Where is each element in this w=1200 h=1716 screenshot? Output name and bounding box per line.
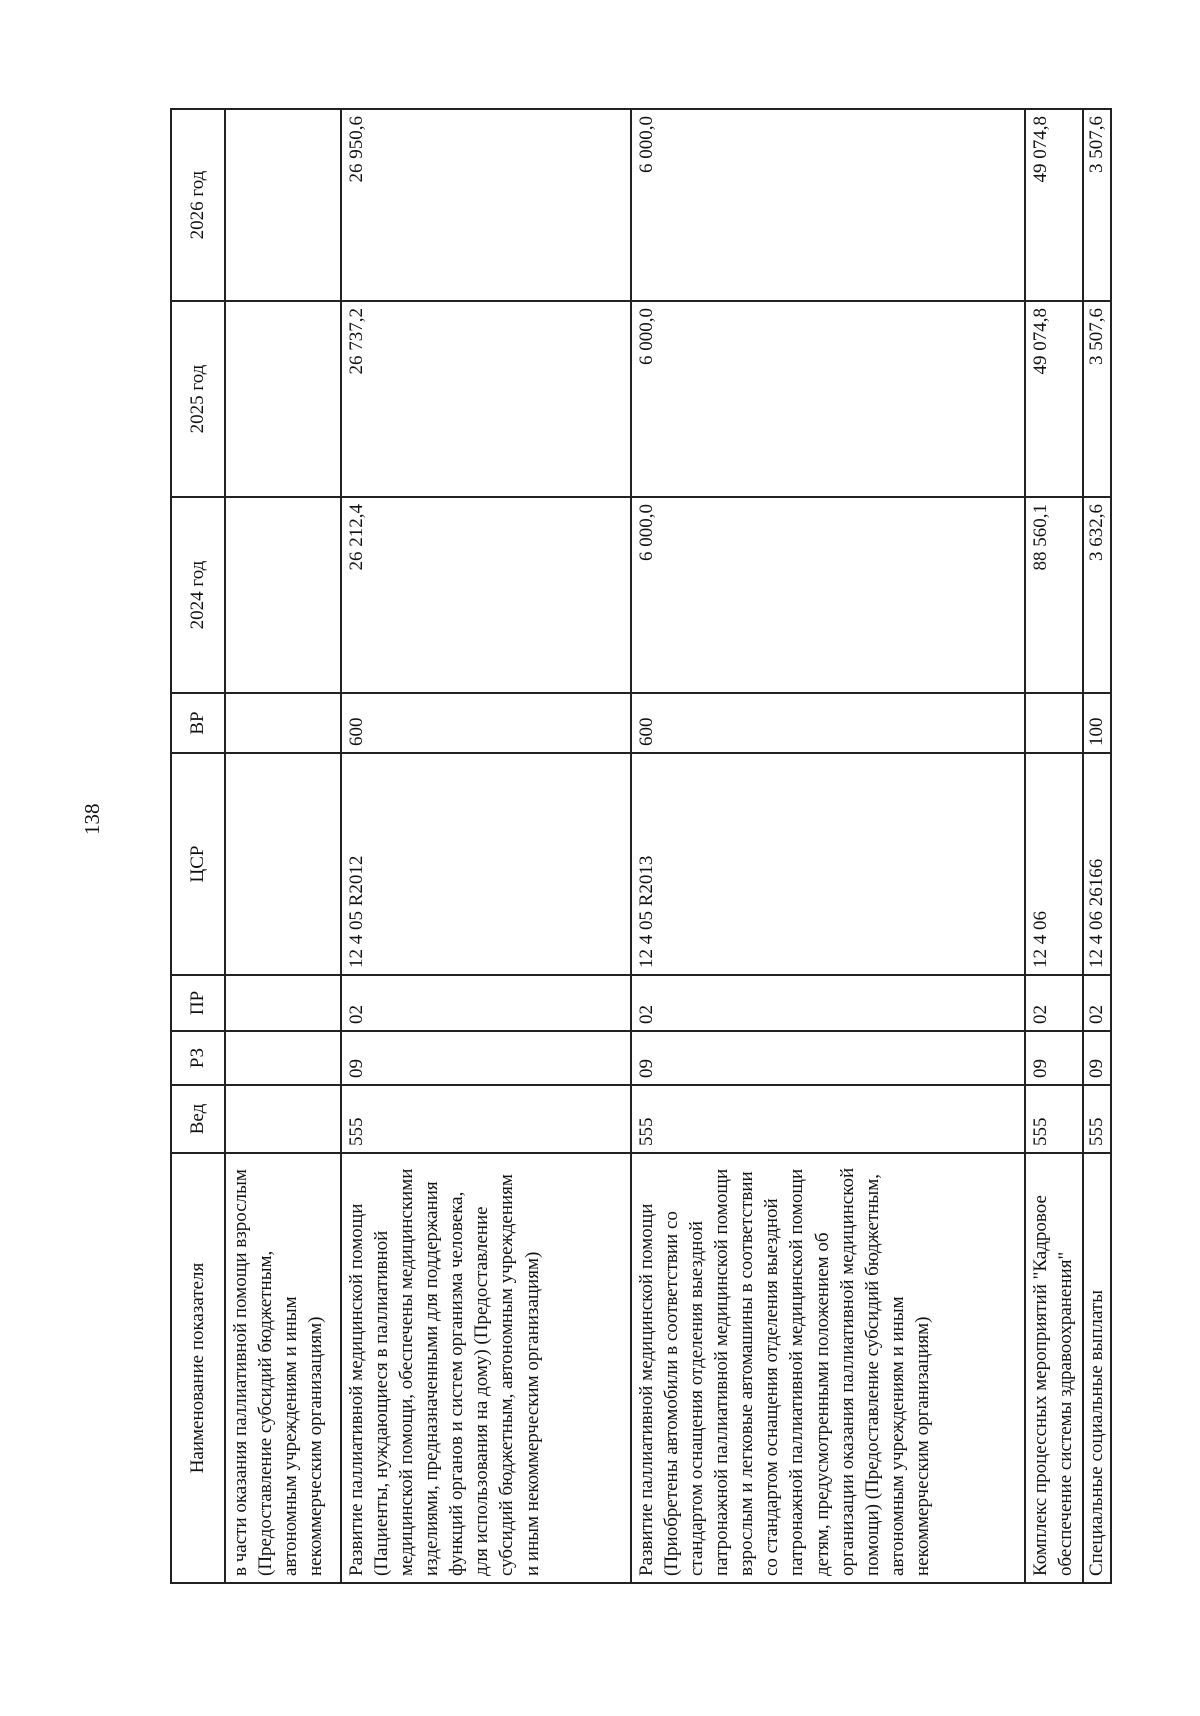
cell-2025: 6 000,0	[631, 301, 1025, 497]
table-row	[631, 109, 1025, 1583]
header-2024: 2024 год	[171, 497, 225, 693]
header-name: Наименование показателя	[171, 1153, 225, 1583]
header-2026: 2026 год	[171, 109, 225, 301]
cell-2024: 6 000,0	[631, 497, 1025, 693]
cell-2026	[225, 109, 341, 301]
cell-pr: 02	[631, 975, 1025, 1031]
cell-2026: 6 000,0	[631, 109, 1025, 301]
cell-pr: 02	[1083, 975, 1111, 1031]
cell-vr: 600	[631, 693, 1025, 753]
header-row	[171, 109, 225, 1583]
cell-rz: 09	[1025, 1031, 1083, 1085]
cell-name: Развитие паллиативной медицинской помощи (Пациенты, нуждающиеся в паллиативной медицинской помощи, обеспечены медицинскими изделиями, предназначенными для поддержания функций органов и систем организма человека, для использования на дому) (Предоставление субсидий бюджетным, автономным учреждениям и иным некоммерческим организациям)	[341, 1153, 631, 1583]
cell-name: Развитие паллиативной медицинской помощи (Приобретены автомобили в соответствии со стандартом оснащения отделения выездной патронажной паллиативной медицинской помощи взрослым и легковые автомашины в соответствии со стандартом оснащения отделения выездной патронажной паллиативной медицинской помощи детям, предусмотренными положением об организации оказания паллиативной медицинской помощи) (Предоставление субсидий бюджетным, автономным учреждениям и иным некоммерческим организациям)	[631, 1153, 1025, 1583]
cell-csr	[225, 753, 341, 975]
cell-ved	[225, 1085, 341, 1153]
cell-name: Специальные социальные выплаты	[1083, 1153, 1111, 1583]
cell-2024: 26 212,4	[341, 497, 631, 693]
cell-vr	[1025, 693, 1083, 753]
cell-csr: 12 4 05 R2013	[631, 753, 1025, 975]
cell-2025	[225, 301, 341, 497]
cell-pr: 02	[1025, 975, 1083, 1031]
cell-name: Комплекс процессных мероприятий "Кадровое обеспечение системы здравоохранения"	[1025, 1153, 1083, 1583]
cell-pr	[225, 975, 341, 1031]
budget-table	[170, 108, 1112, 1584]
cell-rz: 09	[631, 1031, 1025, 1085]
header-csr: ЦСР	[171, 753, 225, 975]
header-ved: Вед	[171, 1085, 225, 1153]
cell-csr: 12 4 06 26166	[1083, 753, 1111, 975]
cell-2025: 3 507,6	[1083, 301, 1111, 497]
cell-2024: 88 560,1	[1025, 497, 1083, 693]
table-row	[1025, 109, 1083, 1583]
cell-2024: 3 632,6	[1083, 497, 1111, 693]
header-rz: РЗ	[171, 1031, 225, 1085]
rotated-table-container	[170, 110, 1110, 1584]
cell-csr: 12 4 06	[1025, 753, 1083, 975]
cell-ved: 555	[631, 1085, 1025, 1153]
page-number: 138	[80, 803, 104, 835]
cell-csr: 12 4 05 R2012	[341, 753, 631, 975]
cell-2026: 3 507,6	[1083, 109, 1111, 301]
cell-rz	[225, 1031, 341, 1085]
header-vr: ВР	[171, 693, 225, 753]
cell-2026: 49 074,8	[1025, 109, 1083, 301]
table-row	[1083, 109, 1111, 1583]
cell-2025: 26 737,2	[341, 301, 631, 497]
cell-pr: 02	[341, 975, 631, 1031]
cell-vr: 100	[1083, 693, 1111, 753]
cell-rz: 09	[341, 1031, 631, 1085]
header-pr: ПР	[171, 975, 225, 1031]
cell-ved: 555	[1083, 1085, 1111, 1153]
cell-ved: 555	[341, 1085, 631, 1153]
cell-2024	[225, 497, 341, 693]
cell-2026: 26 950,6	[341, 109, 631, 301]
header-2025: 2025 год	[171, 301, 225, 497]
cell-vr	[225, 693, 341, 753]
cell-rz: 09	[1083, 1031, 1111, 1085]
cell-2025: 49 074,8	[1025, 301, 1083, 497]
cell-name: в части оказания паллиативной помощи взрослым (Предоставление субсидий бюджетным, автономным учреждениям и иным некоммерческим организациям)	[225, 1153, 341, 1583]
cell-ved: 555	[1025, 1085, 1083, 1153]
table-row	[341, 109, 631, 1583]
table-row	[225, 109, 341, 1583]
cell-vr: 600	[341, 693, 631, 753]
